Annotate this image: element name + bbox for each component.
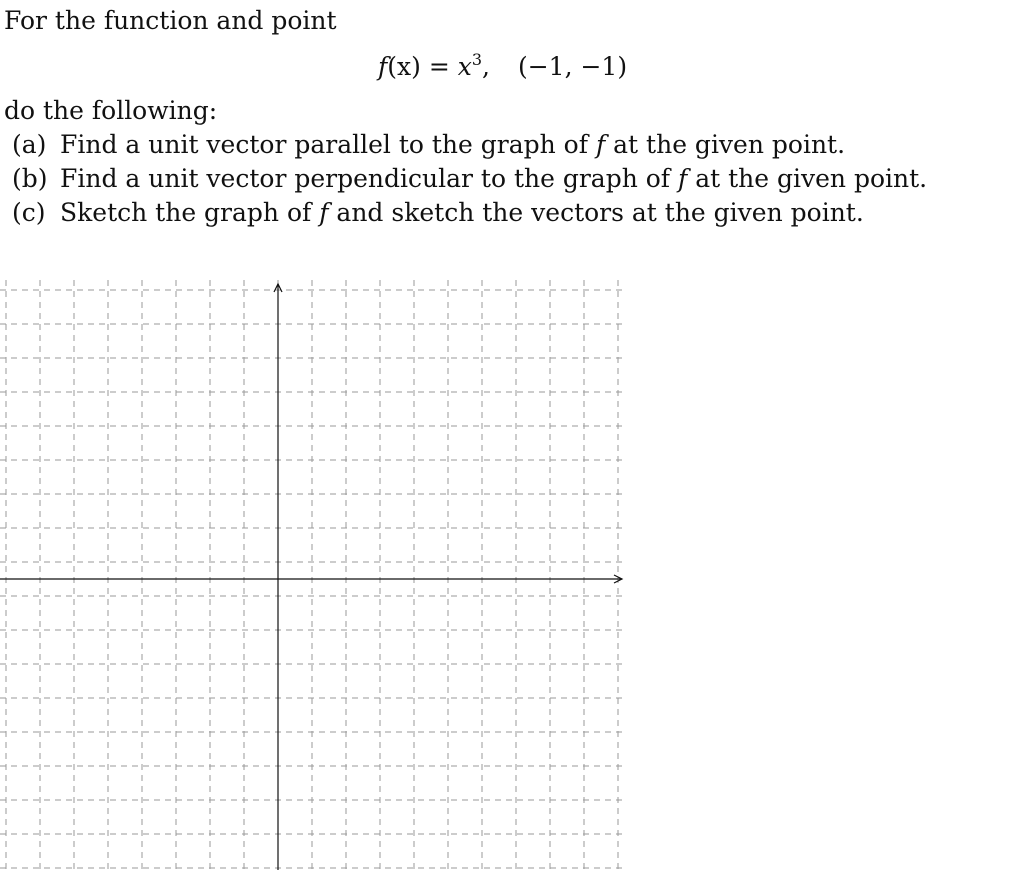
part-a-symbol: f xyxy=(595,130,606,159)
coordinate-grid xyxy=(0,280,624,870)
grid-svg xyxy=(0,280,624,870)
part-b-text-after: at the given point. xyxy=(687,164,928,193)
function-name: f xyxy=(378,52,388,81)
function-base: x xyxy=(457,52,472,81)
part-b-label: (b) xyxy=(12,164,48,193)
part-a-label: (a) xyxy=(12,130,47,159)
function-exponent: 3 xyxy=(471,50,483,69)
part-c-text-before: Sketch the graph of xyxy=(60,198,320,227)
part-b-text-before: Find a unit vector perpendicular to the graph of xyxy=(60,164,678,193)
follow-text: do the following: xyxy=(4,96,218,125)
part-a-text-before: Find a unit vector parallel to the graph of xyxy=(60,130,596,159)
intro-text: For the function and point xyxy=(4,6,337,35)
part-a xyxy=(12,130,845,160)
part-c-symbol: f xyxy=(319,198,329,227)
part-b xyxy=(12,164,927,194)
function-formula xyxy=(378,52,627,82)
function-argument: (x) = xyxy=(387,52,458,81)
part-b-symbol: f xyxy=(678,164,688,193)
part-c-text-after: and sketch the vectors at the given point. xyxy=(328,198,864,227)
given-point: (−1, −1) xyxy=(517,52,628,81)
part-c-label: (c) xyxy=(12,198,46,227)
part-c xyxy=(12,198,864,228)
part-a-text-after: at the given point. xyxy=(605,130,846,159)
function-comma: , xyxy=(482,52,490,81)
